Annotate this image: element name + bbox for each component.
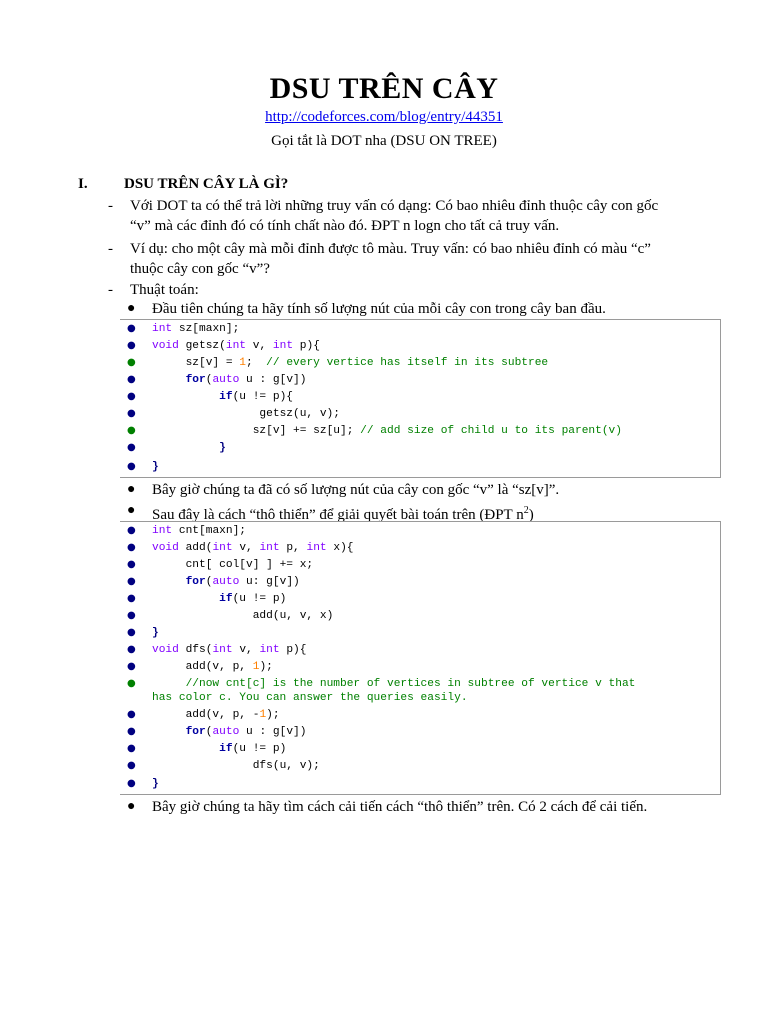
bullet-icon: ● — [127, 743, 136, 754]
bullet-icon: ● — [127, 503, 136, 518]
bullet-icon: ● — [127, 391, 136, 402]
bullet-item-1-text: Đầu tiên chúng ta hãy tính số lượng nút của mỗi cây con trong cây ban đầu. — [152, 301, 606, 317]
section-title: DSU TRÊN CÂY LÀ GÌ? — [124, 176, 289, 192]
bullet-icon: ● — [127, 542, 136, 553]
bullet-icon: ● — [127, 323, 136, 334]
dash-marker: - — [108, 241, 113, 257]
bullet-icon: ● — [127, 357, 136, 368]
bullet-icon: ● — [127, 301, 136, 316]
bullet-icon: ● — [127, 442, 136, 453]
code-block-getsz: ● int sz[maxn]; ● void getsz(int v, int p){ ● sz[v] = 1; // every vertice has itself in its subtree ● for(auto u : g[v]) ● if(u != p){ ● getsz(u, v); ● sz[v] += sz[u]; // add size of child u to its parent(v) ● } ● } — [120, 319, 721, 478]
bullet-icon: ● — [127, 661, 136, 672]
bullet-icon: ● — [127, 760, 136, 771]
bullet-icon: ● — [127, 644, 136, 655]
bullet-item-2-text: Bây giờ chúng ta đã có số lượng nút của cây con gốc “v” là “sz[v]”. — [152, 482, 560, 498]
bullet-icon: ● — [127, 799, 136, 814]
bullet-icon: ● — [127, 461, 136, 472]
code-block-naive: ● int cnt[maxn]; ● void add(int v, int p, int x){ ● cnt[ col[v] ] += x; ● for(auto u: g[v]) ● if(u != p) ● add(u, v, x) ● } ● void dfs(int v, int p){ ● add(v, p, 1); ● //now cnt[c] is the number of vertices in subtree of vertice v that has color c. You can answer the queries easily. ● add(v, p, -1); ● for(auto u : g[v]) ● if(u != p) ● dfs(u, v); ● } — [120, 521, 721, 795]
dash-item-2-line1: Ví dụ: cho một cây mà mỗi đỉnh được tô màu. Truy vấn: có bao nhiêu đỉnh có màu “c” — [130, 241, 651, 257]
bullet-icon: ● — [127, 576, 136, 587]
bullet-icon: ● — [127, 482, 136, 497]
section-heading — [78, 176, 288, 193]
bullet-item-3-text: Sau đây là cách “thô thiển” để giải quyết bài toán trên (ĐPT $n^2$) — [152, 505, 534, 523]
bullet-icon: ● — [127, 525, 136, 536]
bullet-icon: ● — [127, 425, 136, 436]
bullet-icon: ● — [127, 627, 136, 638]
dash-item-1-line2: “v” mà các đỉnh đó có tính chất nào đó. ĐPT n logn cho tất cả truy vấn. — [130, 218, 560, 234]
dash-marker: - — [108, 198, 113, 214]
dash-item-1-line1: Với DOT ta có thể trả lời những truy vấn có dạng: Có bao nhiêu đỉnh thuộc cây con gốc — [130, 198, 659, 214]
page-title: DSU TRÊN CÂY — [269, 72, 499, 105]
bullet-icon: ● — [127, 559, 136, 570]
dash-marker: - — [108, 282, 113, 298]
bullet-item-4-text: Bây giờ chúng ta hãy tìm cách cải tiến cách “thô thiển” trên. Có 2 cách để cải tiến. — [152, 799, 648, 815]
bullet-icon: ● — [127, 340, 136, 351]
subtitle: Gọi tắt là DOT nha (DSU ON TREE) — [271, 133, 497, 149]
dash-item-3-text: Thuật toán: — [130, 282, 199, 298]
bullet-icon: ● — [127, 610, 136, 621]
bullet-icon: ● — [127, 408, 136, 419]
bullet-icon: ● — [127, 778, 136, 789]
codeforces-link[interactable]: http://codeforces.com/blog/entry/44351 — [265, 109, 503, 125]
bullet-icon: ● — [127, 726, 136, 737]
source-link-line — [0, 109, 768, 126]
bullet-icon: ● — [127, 593, 136, 604]
bullet-icon: ● — [127, 374, 136, 385]
section-number: I. — [78, 176, 88, 192]
bullet-icon: ● — [127, 709, 136, 720]
bullet-icon: ● — [127, 678, 136, 689]
dash-item-2-line2: thuộc cây con gốc “v”? — [130, 261, 270, 277]
